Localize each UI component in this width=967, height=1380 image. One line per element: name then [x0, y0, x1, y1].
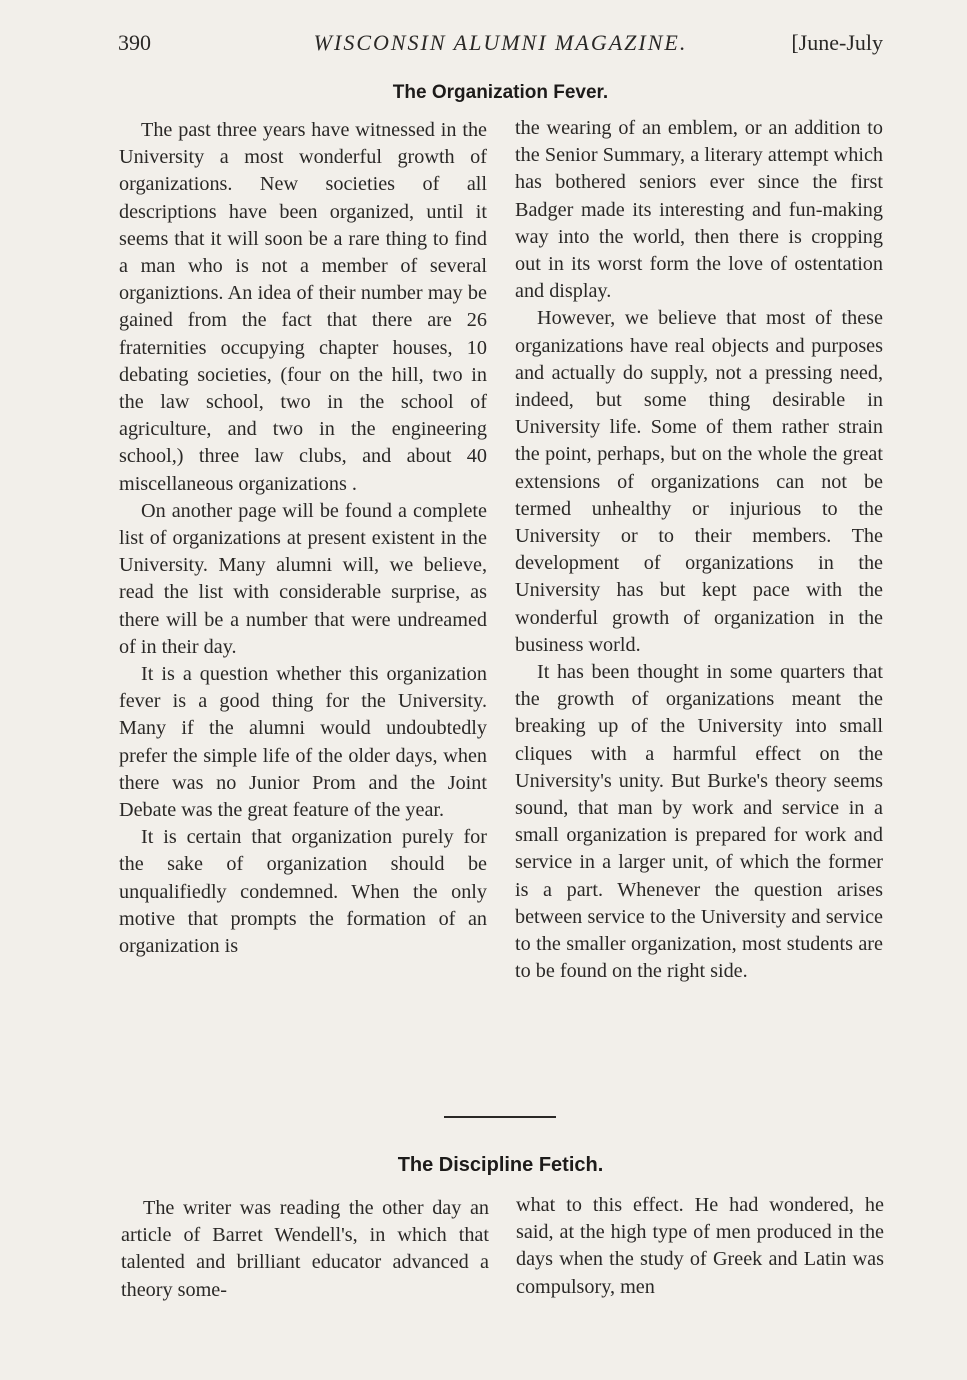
article2-paragraph-1: The writer was reading the other day an article of Barret Wendell's, in which that talented and brilliant educator advanced a theory some-	[121, 1197, 489, 1301]
page-number: 390	[118, 30, 151, 55]
article1-paragraph-3: It is a question whether this organization fever is a good thing for the University. Many if the alumni would undoubtedly prefer the simple life of the older days, when there was no Junior Prom and the Joint Debate was the great feature of the year.	[119, 663, 487, 822]
article1-right-column	[515, 115, 883, 986]
article2-paragraph-1-continued: what to this effect. He had wondered, he said, at the high type of men produced in the days when the study of Greek and Latin was compulsory, men	[516, 1194, 884, 1298]
article1-paragraph-6: It has been thought in some quarters that the growth of organizations meant the breaking up of the University into small cliques with a harmful effect on the University's unity. But Burke's theory seems sound, that man by work and service in a small organization is prepared for work and service in a larger unit, of which the former is a part. Whenever the question arises between service to the University and service to the smaller organization, most students are to be found on the right side.	[515, 661, 883, 983]
article1-paragraph-4: It is certain that organization purely for the sake of organization should be unqualifiedly condemned. When the only motive that prompts the formation of an organization is	[119, 826, 487, 958]
article1-left-column	[119, 117, 487, 960]
article1-paragraph-5: However, we believe that most of these organizations have real objects and purposes and actually do supply, not a pressing need, indeed, but some thing desirable in University life. Some of them rather strain the point, perhaps, but on the whole the great extensions of organizations can not be termed unhealthy or injurious to the University or to their members. The development of organizations in the University has but kept pace with the wonderful growth of organization in the business world.	[515, 307, 883, 656]
article-title-organization-fever: The Organization Fever.	[392, 82, 609, 103]
running-head	[118, 30, 883, 60]
issue-date: [June-July	[791, 30, 883, 55]
article2-right-column	[516, 1192, 884, 1301]
magazine-title: WISCONSIN ALUMNI MAGAZINE.	[313, 30, 688, 55]
article-title-discipline-fetich: The Discipline Fetich.	[397, 1154, 604, 1176]
article1-paragraph-2: On another page will be found a complete list of organizations at present existent in the University. Many alumni will, we believe, read the list with considerable surprise, as there will be a number that were undreamed of in their day.	[119, 499, 487, 658]
section-divider-rule	[444, 1116, 556, 1118]
article2-left-column	[121, 1195, 489, 1304]
article1-paragraph-4-continued: the wearing of an emblem, or an addition to the Senior Summary, a literary attempt which has bothered seniors ever since the first Badger made its interesting and fun-making way into the world, then there is cropping out in its worst form the love of ostentation and display.	[515, 117, 883, 303]
article1-paragraph-1: The past three years have witnessed in the University a most wonderful growth of organizations. New societies of all descriptions have been organized, until it seems that it will soon be a rare thing to find a man who is not a member of several organiztions. An idea of their number may be gained from the fact that there are 26 fraternities occupying chapter houses, 10 debating societies, (four on the hill, two in the law school, two in the school of agriculture, and two in the engineering school,) three law clubs, and about 40 miscellaneous organizations .	[119, 119, 487, 495]
